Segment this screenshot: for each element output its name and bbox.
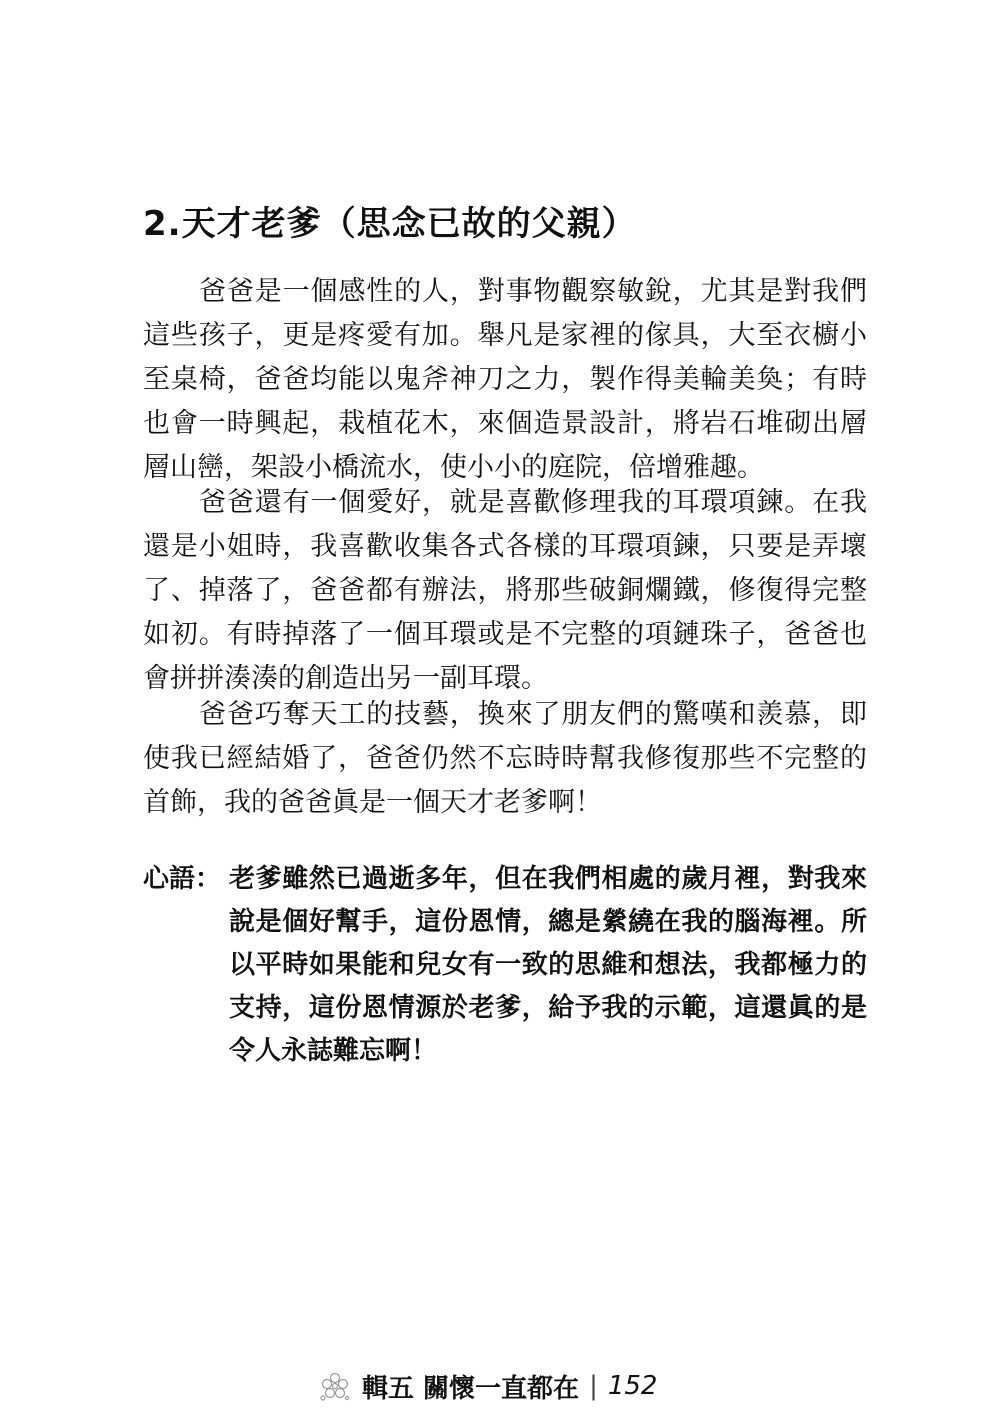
- page-title: 2.天才老爹（思念已故的父親）: [143, 204, 637, 244]
- note-label: 心語：: [143, 864, 222, 894]
- page-number: 152: [607, 1371, 658, 1401]
- paragraph-3: 爸爸巧奪天工的技藝，換來了朋友們的驚嘆和羨慕，即使我已經結婚了，爸爸仍然不忘時時幫我修復那些不完整的首飾，我的爸爸眞是一個天才老爹啊！: [143, 699, 867, 818]
- paragraph-1: 爸爸是一個感性的人，對事物觀察敏銳，尤其是對我們這些孩子，更是疼愛有加。舉凡是家裡的傢具，大至衣櫥小至桌椅，爸爸均能以鬼斧神刀之力，製作得美輪美奐；有時也會一時興起，栽植花木，來個造景設計，將岩石堆砌出層層山巒，架設小橋流水，使小小的庭院，倍增雅趣。: [143, 276, 867, 483]
- paragraph-2: 爸爸還有一個愛好，就是喜歡修理我的耳環項鍊。在我還是小姐時，我喜歡收集各式各樣的耳環項鍊，只要是弄壞了、掉落了，爸爸都有辦法，將那些破銅爛鐵，修復得完整如初。有時掉落了一個耳環或是不完整的項鏈珠子，爸爸也會拼拼湊湊的創造出另一副耳環。: [143, 487, 867, 694]
- note-text: 老爹雖然已過逝多年，但在我們相處的歲月裡，對我來說是個好幫手，這份恩情，總是縈繞在我的腦海裡。所以平時如果能和兒女有一致的思維和想法，我都極力的支持，這份恩情源於老爹，給予我的示範，這還眞的是令人永誌難忘啊！: [229, 864, 867, 1066]
- flower-icon: [318, 1369, 352, 1403]
- footer-separator: |: [589, 1371, 598, 1401]
- footer-chapter: 輯五 關懷一直都在: [362, 1373, 580, 1404]
- page-footer: [318, 1364, 657, 1408]
